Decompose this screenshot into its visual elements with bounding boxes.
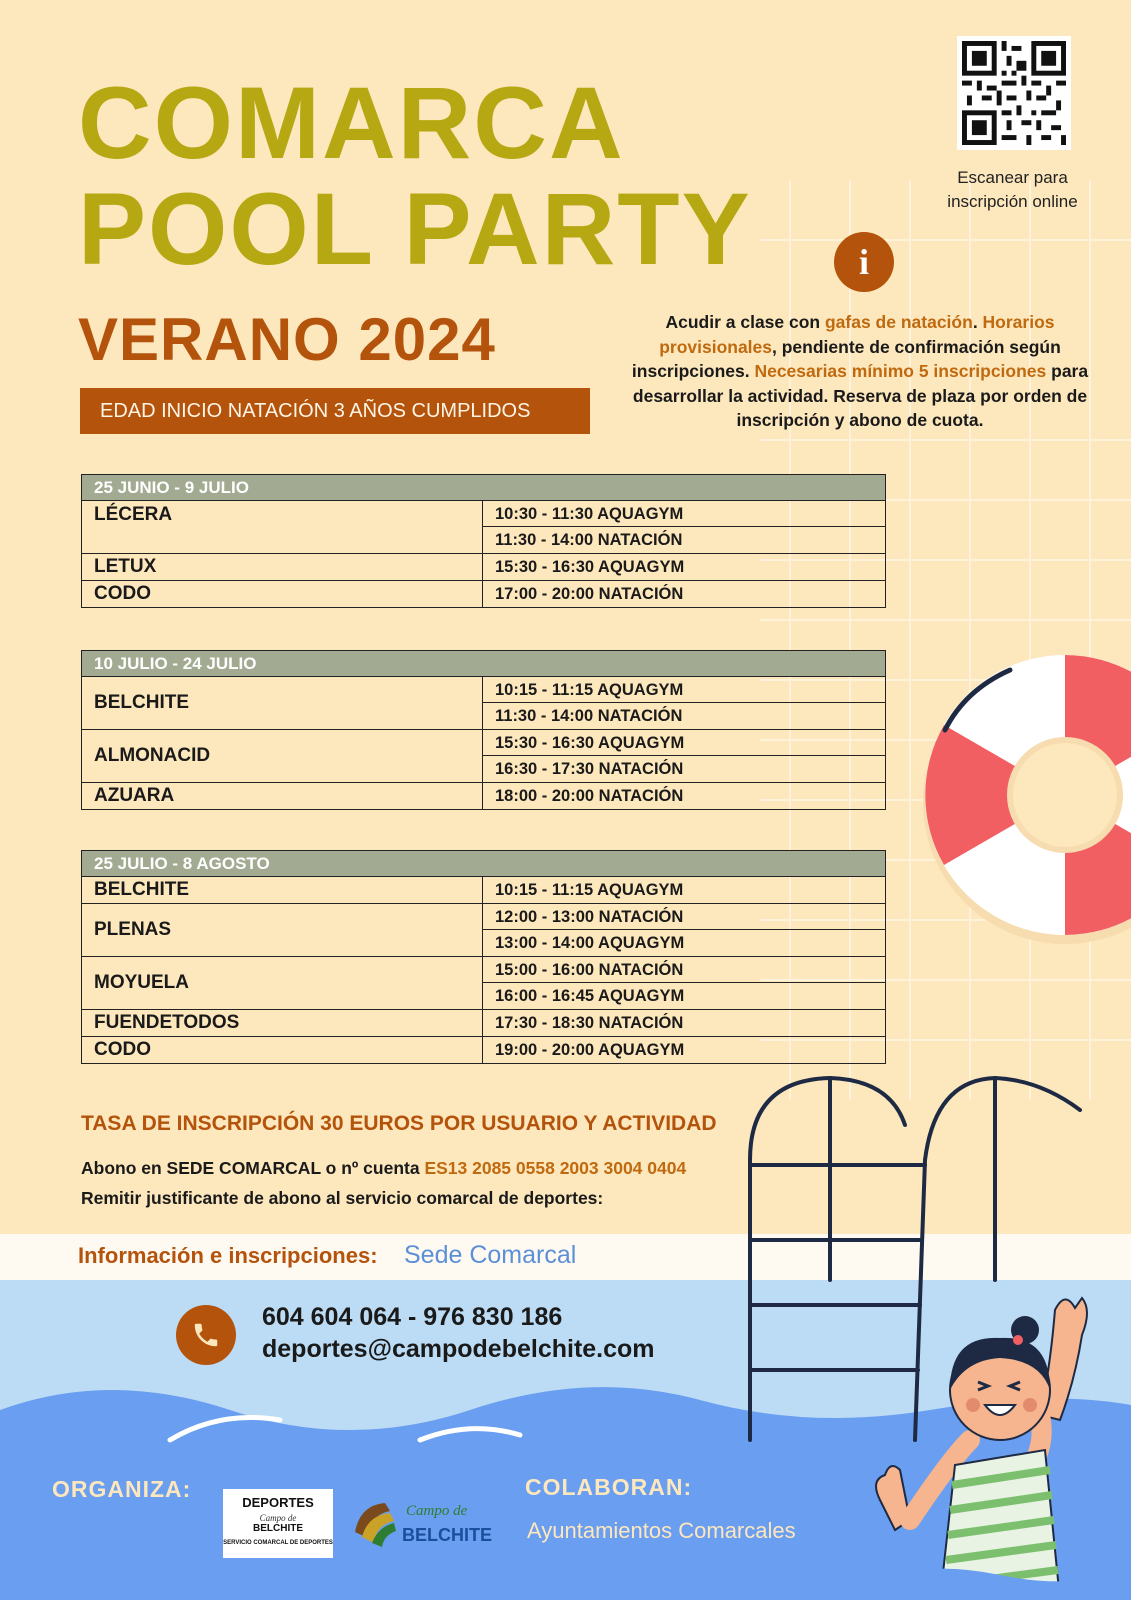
time-slot: 15:00 - 16:00 NATACIÓN	[483, 957, 885, 983]
time-slot: 10:30 - 11:30 AQUAGYM	[483, 501, 885, 527]
swimmer-girl-illustration	[870, 1290, 1131, 1600]
time-slot: 18:00 - 20:00 NATACIÓN	[495, 787, 684, 805]
time-slot: 11:30 - 14:00 NATACIÓN	[495, 531, 683, 549]
title-line-2: POOL PARTY	[78, 172, 752, 286]
campo-belchite-logo: Campo de BELCHITE	[350, 1497, 480, 1553]
ayuntamientos-label: Ayuntamientos Comarcales	[527, 1518, 796, 1543]
time-slot: 17:30 - 18:30 NATACIÓN	[495, 1014, 684, 1032]
deportes-logo: DEPORTES Campo de BELCHITE SERVICIO COMARCAL DE DEPORTES	[223, 1489, 333, 1558]
qr-code-icon	[962, 41, 1066, 145]
qr-code[interactable]	[957, 36, 1071, 150]
bank-account: ES13 2085 0558 2003 3004 0404	[424, 1158, 687, 1178]
schedule-group	[82, 677, 885, 730]
schedule-period: 10 JULIO - 24 JULIO	[82, 651, 885, 677]
colaboran-label: COLABORAN:	[525, 1474, 693, 1500]
schedule-group	[82, 501, 885, 554]
location-name: LÉCERA	[82, 501, 483, 553]
schedule-group	[82, 730, 885, 783]
schedule-table	[81, 650, 886, 810]
payment-info: Abono en SEDE COMARCAL o nº cuenta ES13 2085 0558 2003 3004 0404	[81, 1158, 687, 1178]
remit-info: Remitir justificante de abono al servicio comarcal de deportes:	[81, 1188, 604, 1208]
schedule-group	[82, 1037, 885, 1063]
schedule-group	[82, 581, 885, 607]
time-slot: 13:00 - 14:00 AQUAGYM	[495, 934, 685, 952]
email-address[interactable]: deportes@campodebelchite.com	[262, 1335, 655, 1363]
time-slot: 16:00 - 16:45 AQUAGYM	[495, 987, 685, 1005]
info-notes: Acudir a clase con gafas de natación. Horarios provisionales, pendiente de confirmación según inscripciones. Necesarias mínimo 5 inscripciones para desarrollar la actividad. Reserva de plaza por orden de inscripción y abono de cuota.	[631, 312, 1089, 430]
schedule-table	[81, 474, 886, 608]
phone-icon[interactable]	[176, 1305, 236, 1365]
phone-numbers[interactable]: 604 604 064 - 976 830 186	[262, 1303, 563, 1331]
age-banner: EDAD INICIO NATACIÓN 3 AÑOS CUMPLIDOS	[80, 388, 590, 434]
schedule-group	[82, 957, 885, 1010]
schedule-group	[82, 554, 885, 581]
info-place[interactable]: Sede Comarcal	[404, 1241, 577, 1269]
time-slot: 15:30 - 16:30 AQUAGYM	[495, 558, 685, 576]
location-name: BELCHITE	[82, 677, 483, 729]
location-name: MOYUELA	[82, 957, 483, 1009]
schedule-group	[82, 783, 885, 809]
location-name: CODO	[82, 581, 483, 607]
location-name: FUENDETODOS	[82, 1010, 483, 1036]
qr-caption: Escanear para inscripción online	[947, 168, 1078, 211]
time-slot: 16:30 - 17:30 NATACIÓN	[495, 760, 684, 778]
schedule-group	[82, 904, 885, 957]
time-slot: 12:00 - 13:00 NATACIÓN	[483, 904, 885, 930]
subtitle-year: VERANO 2024	[78, 306, 496, 373]
comarca-emblem-icon	[350, 1497, 400, 1553]
location-name: PLENAS	[82, 904, 483, 956]
time-slot: 11:30 - 14:00 NATACIÓN	[495, 707, 683, 725]
organiza-label: ORGANIZA:	[52, 1476, 192, 1502]
schedule-group	[82, 1010, 885, 1037]
life-ring-illustration	[915, 650, 1131, 950]
title-line-1: COMARCA	[78, 66, 625, 180]
location-name: BELCHITE	[82, 877, 483, 903]
schedule-table	[81, 850, 886, 1064]
phone-glyph-icon	[191, 1320, 221, 1350]
info-label: Información e inscripciones:	[78, 1243, 378, 1268]
schedule-group	[82, 877, 885, 904]
time-slot: 19:00 - 20:00 AQUAGYM	[495, 1041, 685, 1059]
fee-title: TASA DE INSCRIPCIÓN 30 EUROS POR USUARIO Y ACTIVIDAD	[81, 1112, 717, 1135]
location-name: ALMONACID	[82, 730, 483, 782]
info-icon: i	[834, 232, 894, 292]
schedule-period: 25 JULIO - 8 AGOSTO	[82, 851, 885, 877]
time-slot: 10:15 - 11:15 AQUAGYM	[495, 881, 684, 899]
schedule-period: 25 JUNIO - 9 JULIO	[82, 475, 885, 501]
location-name: CODO	[82, 1037, 483, 1063]
time-slot: 15:30 - 16:30 AQUAGYM	[483, 730, 885, 756]
time-slot: 10:15 - 11:15 AQUAGYM	[483, 677, 885, 703]
location-name: AZUARA	[82, 783, 483, 809]
time-slot: 17:00 - 20:00 NATACIÓN	[495, 585, 684, 603]
location-name: LETUX	[82, 554, 483, 580]
